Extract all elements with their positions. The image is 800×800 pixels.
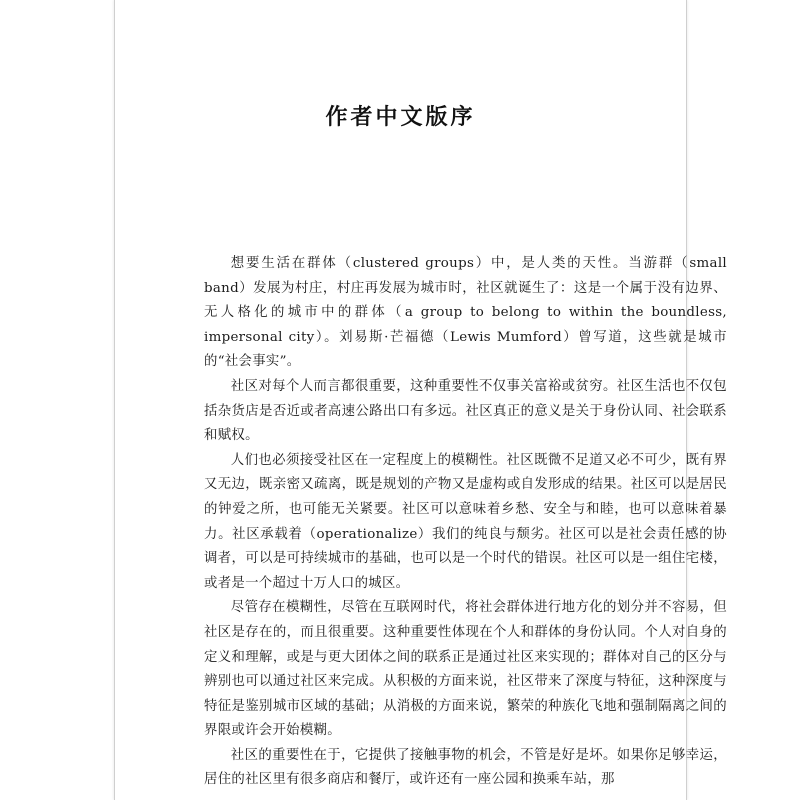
paragraph-3: 人们也必须接受社区在一定程度上的模糊性。社区既微不足道又必不可少，既有界又无边，既亲密又疏离，既是规划的产物又是虚构或自发形成的结果。社区可以是居民的钟爱之所，也可能无关紧要。社区可以意味着乡愁、安全与和睦，也可以意味着暴力。社区承载着（operationalize）我们的纯良与颓劣。社区可以是社会责任感的协调者，可以是可持续城市的基础，也可以是一个时代的错误。社区可以是一组住宅楼，或者是一个超过十万人口的城区。 — [204, 452, 727, 591]
paragraph-5: 社区的重要性在于，它提供了接触事物的机会，不管是好是坏。如果你足够幸运，居住的社区里有很多商店和餐厅，或许还有一座公园和换乘车站，那 — [204, 747, 727, 788]
paragraph-2: 社区对每个人而言都很重要，这种重要性不仅事关富裕或贫穷。社区生活也不仅包括杂货店是否近或者高速公路出口有多远。社区真正的意义是关于身份认同、社会联系和赋权。 — [204, 378, 727, 444]
book-page — [114, 0, 727, 800]
paragraph-1: 想要生活在群体（clustered groups）中，是人类的天性。当游群（small band）发展为村庄，村庄再发展为城市时，社区就诞生了：这是一个属于没有边界、无人格化的城市中的群体（a group to belong to within the boundless, impersonal city）。刘易斯·芒福德（Lewis Mumford）曾写道，这些就是城市的“社会事实”。 — [204, 256, 727, 370]
page-title: 作者中文版序 — [325, 104, 476, 130]
paragraph-4: 尽管存在模糊性，尽管在互联网时代，将社会群体进行地方化的划分并不容易，但社区是存在的，而且很重要。这种重要性体现在个人和群体的身份认同。个人对自身的定义和理解，或是与更大团体之间的联系正是通过社区来实现的；群体对自己的区分与辨别也可以通过社区来完成。从积极的方面来说，社区带来了深度与特征，这种深度与特征是鉴别城市区域的基础；从消极的方面来说，繁荣的种族化飞地和强制隔离之间的界限或许会开始模糊。 — [204, 600, 727, 739]
body-text — [204, 252, 727, 793]
